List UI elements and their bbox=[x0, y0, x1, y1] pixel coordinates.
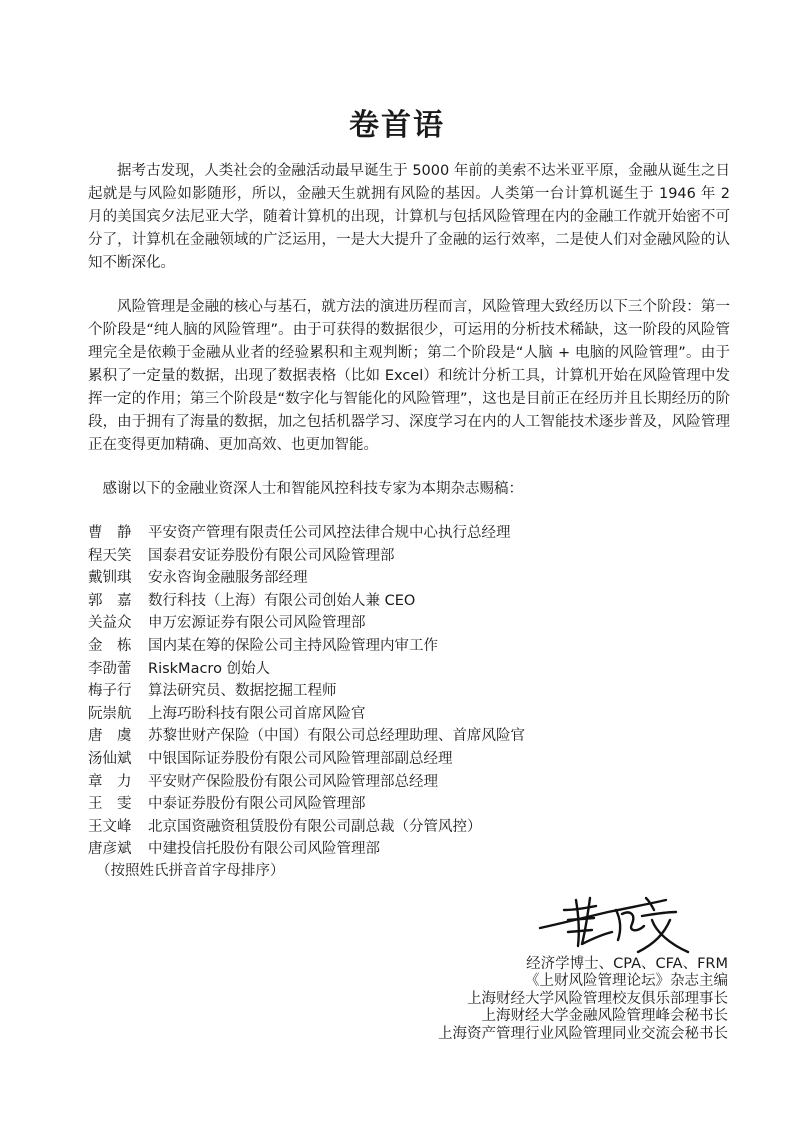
contributor-item bbox=[88, 725, 728, 748]
sort-note: （按照姓氏拼音首字母排序） bbox=[96, 863, 285, 879]
contributor-title: 数行科技（上海）有限公司创始人兼 CEO bbox=[148, 592, 416, 609]
contributor-name: 戴钏琪 bbox=[88, 570, 132, 587]
credential-line: 《上财风险管理论坛》杂志主编 bbox=[525, 973, 728, 990]
contributor-title: RiskMacro 创始人 bbox=[148, 660, 271, 677]
contributor-title: 中银国际证券股份有限公司风险管理部副总经理 bbox=[148, 750, 453, 767]
contributor-title: 算法研究员、数据挖掘工程师 bbox=[148, 683, 337, 700]
contributor-title: 平安财产保险股份有限公司风险管理部总经理 bbox=[148, 773, 438, 790]
contributor-item bbox=[88, 567, 728, 590]
contributor-name: 曹 静 bbox=[88, 525, 132, 541]
contributor-list bbox=[88, 522, 728, 861]
credential-line: 经济学博士、CPA、CFA、FRM bbox=[526, 956, 728, 972]
contributor-name: 王文峰 bbox=[88, 818, 132, 835]
intro-paragraph-2: 风险管理是金融的核心与基石，就方法的演进历程而言，风险管理大致经历以下三个阶段：第一个阶段是“纯人脑的风险管理”。由于可获得的数据很少，可运用的分析技术稀缺，这一阶段的风险管理完全是依赖于金融从业者的经验累积和主观判断；第二个阶段是“人脑 + 电脑的风险管理”。由于累积了一定量的数据，出现了数据表格（比如 Excel）和统计分析工具，计算机开始在风险管理中发挥一定的作用；第三个阶段是“数字化与智能化的风险管理”，这也是目前正在经历并且长期经历的阶段，由于拥有了海量的数据，加之包括机器学习、深度学习在内的人工智能技术逐步普及，风险管理正在变得更加精确、更加高效、也更加智能。 bbox=[88, 299, 730, 453]
contributor-name: 章 力 bbox=[88, 773, 132, 790]
credential-line: 上海资产管理行业风险管理同业交流会秘书长 bbox=[438, 1025, 728, 1042]
contributor-title: 上海巧盼科技有限公司首席风险官 bbox=[148, 705, 366, 722]
credential-line: 上海财经大学风险管理校友俱乐部理事长 bbox=[467, 990, 728, 1007]
contributor-name: 王 雯 bbox=[88, 796, 132, 813]
contributor-item bbox=[88, 590, 728, 613]
contributor-name: 唐 虞 bbox=[88, 728, 132, 745]
contributor-name: 阮崇航 bbox=[88, 705, 132, 722]
contributor-item bbox=[88, 635, 728, 658]
contributor-name: 金 栋 bbox=[88, 637, 132, 654]
contributor-name: 程天笑 bbox=[88, 547, 132, 564]
contributor-title: 中泰证券股份有限公司风险管理部 bbox=[148, 796, 366, 813]
contributor-title: 苏黎世财产保险（中国）有限公司总经理助理、首席风险官 bbox=[148, 728, 525, 745]
contributor-item bbox=[88, 793, 728, 816]
contributor-item bbox=[88, 748, 728, 771]
contributor-item bbox=[88, 703, 728, 726]
thanks-line: 感谢以下的金融业资深人士和智能风控科技专家为本期杂志赐稿： bbox=[102, 481, 523, 497]
credential-line: 上海财经大学金融风险管理峰会秘书长 bbox=[481, 1008, 728, 1025]
contributor-name: 汤仙斌 bbox=[88, 750, 132, 767]
contributor-item bbox=[88, 658, 728, 681]
contributor-name: 唐彦斌 bbox=[88, 841, 132, 858]
contributor-item bbox=[88, 545, 728, 568]
contributor-item bbox=[88, 771, 728, 794]
signature-icon bbox=[538, 888, 698, 958]
contributor-title: 安永咨询金融服务部经理 bbox=[148, 570, 308, 587]
intro-paragraph-1: 据考古发现，人类社会的金融活动最早诞生于 5000 年前的美索不达米亚平原，金融从诞生之日起就是与风险如影随形，所以，金融天生就拥有风险的基因。人类第一台计算机诞生于 1946 年 2 月的美国宾夕法尼亚大学，随着计算机的出现，计算机与包括风险管理在内的金融工作就开始密不可分了，计算机在金融领域的广泛运用，一是大大提升了金融的运行效率，二是使人们对金融风险的认知不断深化。 bbox=[88, 163, 730, 271]
contributor-title: 国内某在筹的保险公司主持风险管理内审工作 bbox=[148, 637, 438, 654]
contributor-title: 平安资产管理有限责任公司风控法律合规中心执行总经理 bbox=[148, 525, 511, 541]
contributor-item bbox=[88, 680, 728, 703]
contributor-name: 李劭蕾 bbox=[88, 660, 132, 677]
contributor-name: 郭 嘉 bbox=[88, 592, 132, 609]
contributor-title: 申万宏源证券有限公司风险管理部 bbox=[148, 615, 366, 632]
contributor-name: 梅子行 bbox=[88, 683, 132, 700]
contributor-title: 国泰君安证券股份有限公司风险管理部 bbox=[148, 547, 395, 564]
contributor-name: 关益众 bbox=[88, 615, 132, 632]
page-title: 卷首语 bbox=[349, 108, 445, 143]
contributor-title: 北京国资融资租赁股份有限公司副总裁（分管风控） bbox=[148, 818, 482, 835]
author-credentials bbox=[438, 956, 728, 1043]
contributor-item bbox=[88, 522, 728, 545]
contributor-title: 中建投信托股份有限公司风险管理部 bbox=[148, 841, 380, 858]
contributor-item bbox=[88, 816, 728, 839]
contributor-item bbox=[88, 838, 728, 861]
contributor-item bbox=[88, 612, 728, 635]
